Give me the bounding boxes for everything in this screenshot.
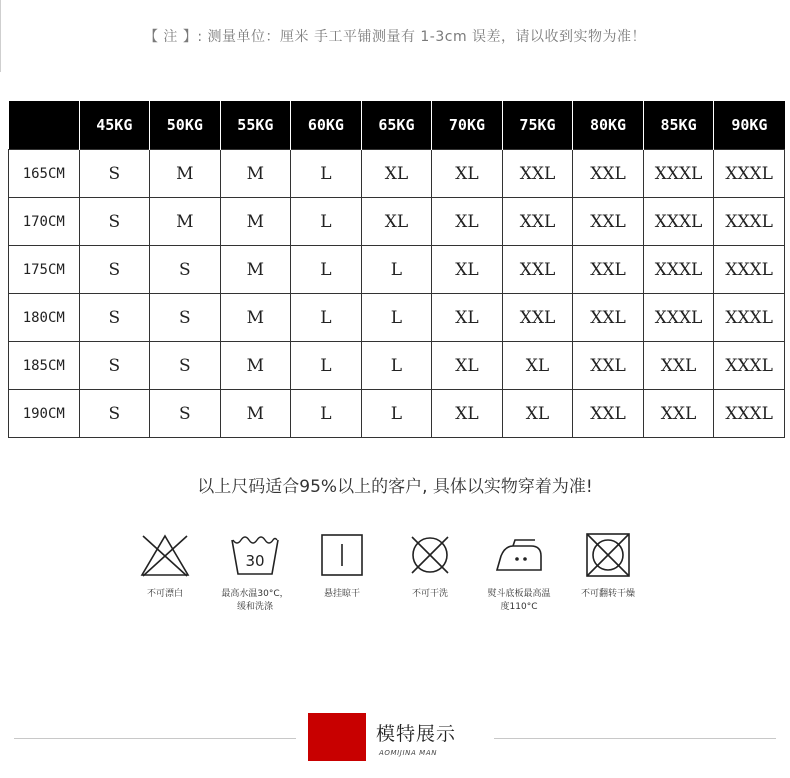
- size-cell: L: [291, 198, 362, 246]
- size-cell: XL: [502, 342, 573, 390]
- footer-divider-left: [14, 738, 296, 739]
- weight-header: 60KG: [291, 101, 362, 150]
- size-cell: XXL: [502, 246, 573, 294]
- size-cell: XXL: [502, 198, 573, 246]
- weight-header: 90KG: [714, 101, 785, 150]
- size-cell: S: [79, 246, 150, 294]
- size-cell: M: [220, 342, 291, 390]
- size-cell: XXXL: [714, 246, 785, 294]
- size-cell: XXL: [573, 294, 644, 342]
- care-label: 不可翻转干燥: [580, 589, 635, 599]
- size-chart-header: [9, 101, 785, 150]
- care-hang-dry: [297, 532, 387, 601]
- size-cell: XXL: [643, 342, 714, 390]
- hang-dry-icon: [316, 532, 368, 578]
- weight-header: 55KG: [220, 101, 291, 150]
- weight-header: 80KG: [573, 101, 644, 150]
- size-cell: XXXL: [714, 150, 785, 198]
- footer-divider-right: [494, 738, 776, 739]
- size-chart-table: [8, 101, 785, 438]
- wash-temp-text: 30: [245, 552, 265, 570]
- wash-30-icon: [229, 532, 281, 578]
- size-cell: L: [361, 342, 432, 390]
- height-label: 175CM: [9, 246, 80, 294]
- size-cell: XXL: [573, 246, 644, 294]
- no-tumble-dry-icon: [582, 532, 634, 578]
- size-cell: XL: [432, 246, 503, 294]
- height-label: 170CM: [9, 198, 80, 246]
- size-cell: XXL: [502, 294, 573, 342]
- care-label: 不可干洗: [411, 589, 448, 599]
- size-cell: L: [291, 150, 362, 198]
- size-cell: XXXL: [643, 246, 714, 294]
- height-label: 165CM: [9, 150, 80, 198]
- size-cell: XXL: [502, 150, 573, 198]
- size-cell: XXL: [573, 198, 644, 246]
- size-cell: XL: [361, 198, 432, 246]
- table-row: [9, 342, 785, 390]
- iron-110-icon: [493, 532, 545, 578]
- weight-header: 50KG: [150, 101, 221, 150]
- corner-header: [9, 101, 80, 150]
- size-cell: L: [361, 294, 432, 342]
- care-iron-110: [474, 532, 564, 614]
- size-cell: S: [79, 342, 150, 390]
- size-cell: XXXL: [714, 390, 785, 438]
- size-cell: XXXL: [714, 198, 785, 246]
- size-cell: XXXL: [714, 294, 785, 342]
- care-label: 熨斗底板最高温度110°C: [487, 589, 551, 612]
- size-cell: XXXL: [643, 294, 714, 342]
- size-cell: XL: [432, 294, 503, 342]
- care-no-bleach: [120, 532, 210, 601]
- size-cell: S: [79, 198, 150, 246]
- height-label: 185CM: [9, 342, 80, 390]
- size-cell: XL: [432, 150, 503, 198]
- size-cell: XXL: [573, 342, 644, 390]
- size-cell: XL: [361, 150, 432, 198]
- size-cell: M: [220, 198, 291, 246]
- no-dry-clean-icon: [404, 532, 456, 578]
- size-cell: L: [291, 294, 362, 342]
- size-cell: S: [79, 150, 150, 198]
- weight-header: 45KG: [79, 101, 150, 150]
- table-row: [9, 150, 785, 198]
- size-cell: XXL: [573, 150, 644, 198]
- size-cell: M: [220, 150, 291, 198]
- weight-header: 85KG: [643, 101, 714, 150]
- size-cell: L: [291, 342, 362, 390]
- size-cell: XXL: [573, 390, 644, 438]
- weight-header: 75KG: [502, 101, 573, 150]
- size-cell: M: [220, 294, 291, 342]
- size-chart-body: [9, 150, 785, 438]
- care-label: 最高水温30°C，缓和洗涤: [221, 589, 289, 612]
- section-subtitle: AOMIJINA MAN: [379, 749, 438, 757]
- size-cell: XXXL: [643, 150, 714, 198]
- size-cell: L: [291, 390, 362, 438]
- size-cell: L: [291, 246, 362, 294]
- size-cell: S: [150, 342, 221, 390]
- fit-note: 以上尺码适合95%以上的客户, 具体以实物穿着为准!: [197, 477, 593, 497]
- size-cell: S: [150, 390, 221, 438]
- size-cell: XXL: [643, 390, 714, 438]
- height-label: 180CM: [9, 294, 80, 342]
- size-chart-header-row: [9, 101, 785, 150]
- size-cell: M: [150, 198, 221, 246]
- size-cell: M: [150, 150, 221, 198]
- size-cell: M: [220, 390, 291, 438]
- size-cell: S: [150, 246, 221, 294]
- table-row: [9, 294, 785, 342]
- size-cell: XL: [432, 390, 503, 438]
- size-cell: L: [361, 390, 432, 438]
- care-no-tumble-dry: [563, 532, 653, 601]
- table-row: [9, 390, 785, 438]
- size-cell: S: [79, 294, 150, 342]
- care-no-dry-clean: [385, 532, 475, 601]
- size-cell: S: [79, 390, 150, 438]
- weight-header: 65KG: [361, 101, 432, 150]
- table-row: [9, 198, 785, 246]
- measurement-note: 【 注 】: 测量单位：厘米 手工平铺测量有 1-3cm 误差，请以收到实物为准！: [143, 29, 647, 45]
- care-label: 不可漂白: [146, 589, 183, 599]
- height-label: 190CM: [9, 390, 80, 438]
- section-title: 模特展示: [376, 723, 457, 745]
- table-row: [9, 246, 785, 294]
- size-cell: S: [150, 294, 221, 342]
- footer-accent-block: [308, 713, 366, 761]
- size-cell: XXXL: [643, 198, 714, 246]
- weight-header: 70KG: [432, 101, 503, 150]
- size-cell: XL: [432, 198, 503, 246]
- size-cell: M: [220, 246, 291, 294]
- size-cell: XL: [502, 390, 573, 438]
- size-cell: XL: [432, 342, 503, 390]
- no-bleach-icon: [139, 532, 191, 578]
- care-label: 悬挂晾干: [323, 589, 360, 599]
- size-cell: L: [361, 246, 432, 294]
- size-cell: XXXL: [714, 342, 785, 390]
- care-wash-30: [210, 532, 300, 614]
